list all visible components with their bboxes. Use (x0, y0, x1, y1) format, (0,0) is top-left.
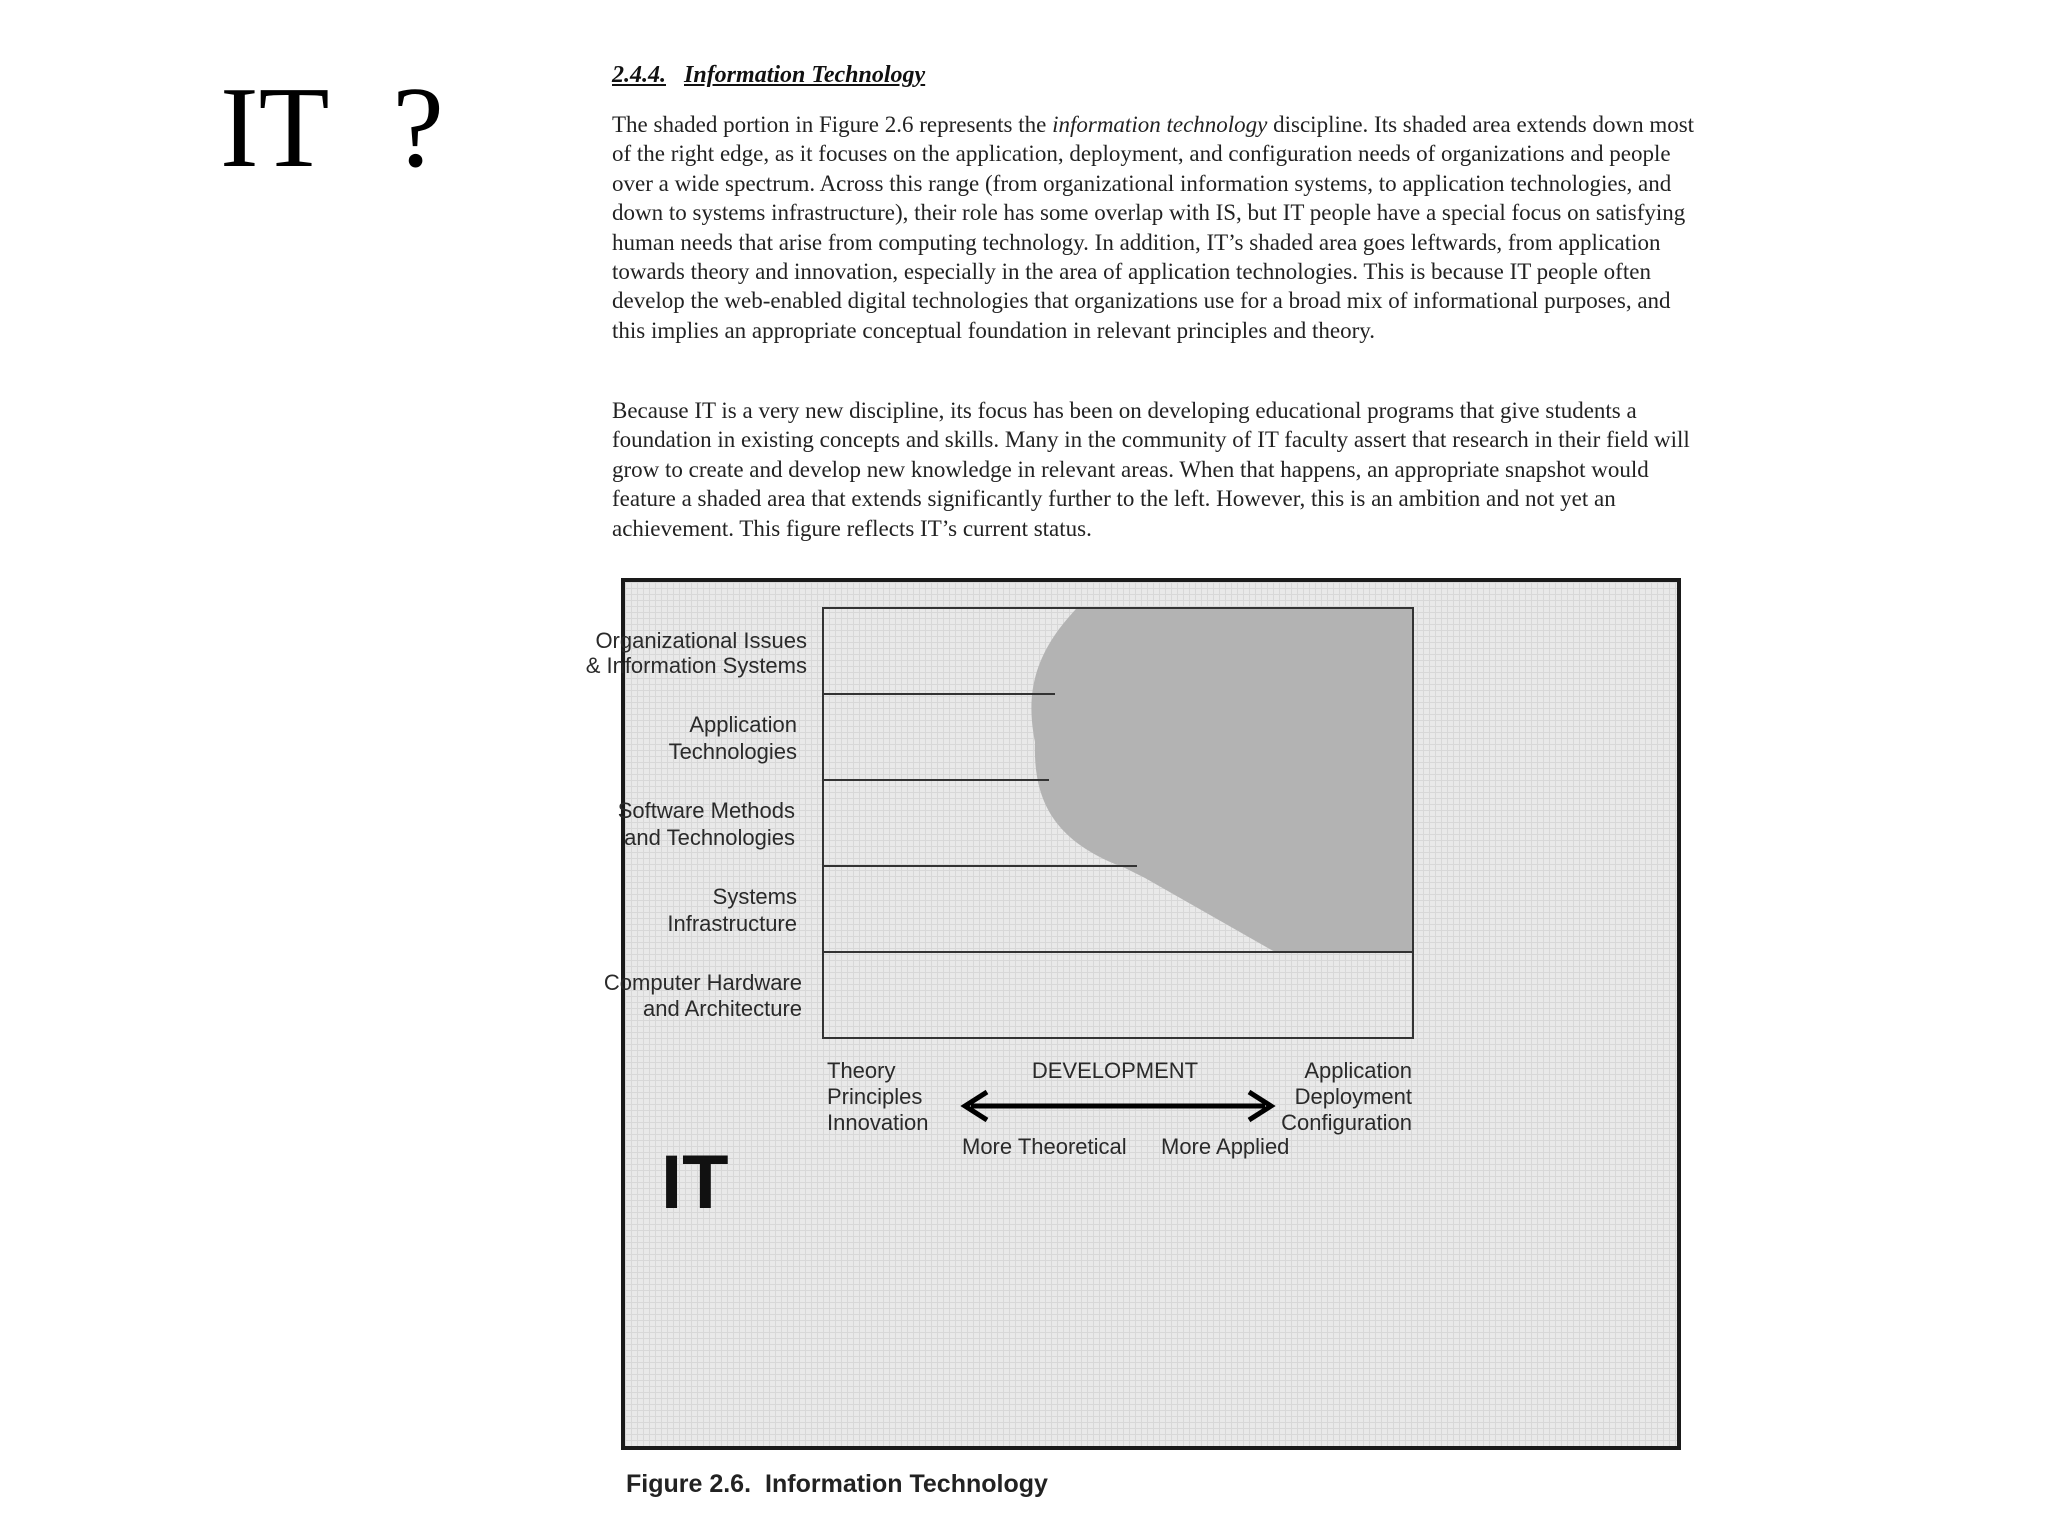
it-corner-label: IT (661, 1140, 729, 1225)
paragraph-text: Because IT is a very new discipline, its focus has been on developing educational programs that give students a foundation in existing concepts and skills. Many in the community of IT faculty assert that research in their field will grow to create and develop new knowledge in relevant areas. When that happens, an appropriate snapshot would feature a shaded area that extends significantly further to the left. However, this is an ambition and not yet an achievement. This figure reflects IT’s current status. (612, 398, 1690, 541)
it-shaded-area (1031, 608, 1413, 952)
row-label-line: Systems (712, 884, 797, 909)
figure-caption (626, 1470, 1048, 1499)
paragraph-1 (612, 110, 1702, 345)
row-label-software (618, 798, 795, 850)
slide-title: IT ? (220, 64, 444, 192)
axis-left-line: Principles (827, 1084, 923, 1109)
section-title: Information Technology (684, 62, 926, 88)
figure-caption-title: Information Technology (765, 1470, 1048, 1498)
row-label-line: & Information Systems (585, 653, 807, 678)
axis-right-line: Deployment (1294, 1084, 1412, 1109)
figure-2-6 (585, 578, 1681, 1450)
row-label-application (669, 712, 797, 764)
row-label-line: and Technologies (624, 825, 795, 850)
axis-right-sublabel: More Applied (1161, 1134, 1290, 1159)
row-label-line: Infrastructure (667, 911, 797, 936)
paragraph-text: The shaded portion in Figure 2.6 represents the (612, 112, 1053, 137)
paragraph-2 (612, 396, 1702, 543)
axis-right-line: Application (1304, 1058, 1412, 1083)
row-label-organizational (586, 628, 807, 678)
row-label-line: Application (689, 712, 797, 737)
row-label-line: Software Methods (617, 798, 795, 823)
row-label-line: and Architecture (643, 996, 802, 1021)
axis-right-line: Configuration (1281, 1110, 1412, 1135)
row-labels (586, 628, 807, 1021)
it-discipline-diagram (585, 582, 1677, 1446)
figure-caption-number: Figure 2.6. (626, 1470, 752, 1498)
paragraph-text: discipline. Its shaded area extends down most of the right edge, as it focuses on the application, deployment, and configuration needs of organizations and people over a wide spectrum. Across this range (from organizational information systems, to application technologies, and down to systems infrastructure), their role has some overlap with IS, but IT people have a special focus on satisfying human needs that arise from computing technology. In addition, IT’s shaded area goes leftwards, from application towards theory and innovation, especially in the area of application technologies. This is because IT people often develop the web-enabled digital technologies that organizations use for a broad mix of informational purposes, and this implies an appropriate conceptual foundation in relevant principles and theory. (612, 112, 1695, 343)
section-heading (612, 62, 925, 89)
axis-left-line: Theory (827, 1058, 896, 1083)
axis-center-label: DEVELOPMENT (1031, 1058, 1199, 1083)
emphasized-text: information technology (1052, 112, 1268, 137)
row-label-hardware (604, 970, 802, 1021)
axis-left-sublabel: More Theoretical (962, 1134, 1127, 1159)
axis-right-label (1281, 1058, 1412, 1135)
axis-left-line: Innovation (827, 1110, 929, 1135)
row-label-systems (667, 884, 797, 936)
row-label-line: Computer Hardware (603, 970, 802, 995)
axis-left-label (827, 1058, 929, 1135)
row-label-line: Organizational Issues (595, 628, 807, 653)
section-number: 2.4.4. (612, 62, 666, 88)
row-label-line: Technologies (668, 739, 797, 764)
development-axis (827, 1058, 1412, 1159)
